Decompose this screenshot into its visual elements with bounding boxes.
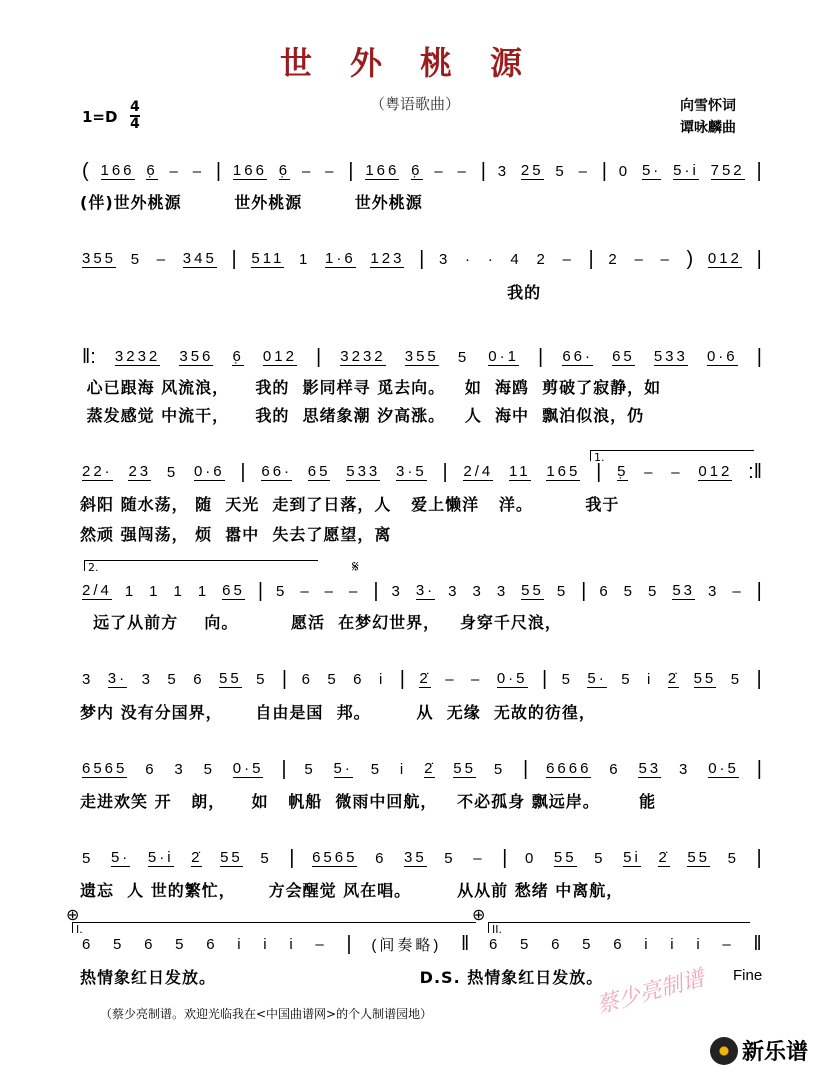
site-logo (710, 1035, 808, 1066)
note-group: 2 (536, 250, 548, 268)
time-top: 4 (130, 99, 140, 115)
note-group: 55 (218, 670, 242, 687)
note-group: 3 (472, 582, 484, 600)
note-group: 5 (276, 582, 288, 600)
note-group: – (315, 935, 327, 953)
note-group: – (325, 162, 337, 180)
note-group: 511 (251, 250, 285, 267)
note-group: 2/4 (82, 582, 112, 599)
note-group: 5· (641, 162, 662, 179)
note-group: 3 (439, 250, 451, 268)
note-group: 1 (299, 250, 311, 268)
notes-row (82, 248, 762, 270)
note-group: 23 (128, 463, 152, 480)
lyrics-line: 我的 (80, 283, 542, 302)
note-group: – (457, 162, 469, 180)
note-group: 0·1 (488, 348, 519, 365)
note-group: 22· (82, 463, 113, 480)
barline: | (215, 159, 222, 182)
note-group: 5 (520, 935, 532, 953)
footer-note: （蔡少亮制谱。欢迎光临我在<中国曲谱网>的个人制谱园地） (100, 1007, 433, 1021)
note-group: 55 (220, 849, 243, 866)
note-group: – (722, 935, 734, 953)
barline: | (373, 579, 379, 602)
time-bottom: 4 (130, 116, 140, 132)
note-group: 6 (144, 935, 156, 953)
note-group: 3·5 (396, 463, 427, 480)
note-group: – (349, 582, 361, 600)
note-group: – (192, 162, 205, 180)
barline: | (756, 846, 762, 869)
note-group: 6 (353, 670, 365, 688)
barline: | (419, 247, 425, 270)
note-group: 3· (415, 582, 436, 599)
note-group: i (263, 935, 270, 953)
barline: | (756, 247, 762, 270)
note-group: 5 (730, 670, 743, 688)
note-group: 35 (404, 849, 427, 866)
barline: | (231, 247, 237, 270)
note-group: – (300, 582, 312, 600)
note-group: i (670, 935, 677, 953)
note-group: – (156, 250, 169, 268)
note-group: 66· (261, 463, 293, 480)
barline: | (588, 247, 594, 270)
lyricist: 向雪怀词 (680, 98, 736, 114)
note-group: – (644, 463, 656, 481)
notes-row (82, 461, 762, 483)
note-group: 5·i (147, 849, 174, 866)
note-group: 65 (222, 582, 245, 599)
note-group: 5 (260, 849, 272, 867)
note-group: 165 (546, 463, 581, 480)
note-group: – (434, 162, 446, 180)
note-group: 5 (130, 250, 143, 268)
note-group: – (578, 162, 590, 180)
note-group: 3 (679, 760, 691, 778)
note-group: 5 (256, 670, 268, 688)
lyrics-line: 走进欢笑 开 朗， 如 帆船 微雨中回航， 不必孤身 飘远岸。 能 (80, 792, 657, 811)
barline: | (257, 579, 264, 602)
barline: :‖ (748, 460, 762, 483)
note-group: 5 (561, 670, 573, 688)
note-group: 5 (370, 760, 383, 778)
barline: | (538, 345, 544, 368)
note-group: 1 (124, 582, 137, 600)
note-group: 5 (304, 760, 316, 778)
note-group: 2 (608, 250, 620, 268)
note-group: 533 (346, 463, 381, 480)
note-group: 2̇ (424, 760, 436, 777)
note-group: 0·6 (193, 463, 225, 480)
coda-icon: ⊕ (472, 905, 486, 924)
note-group: i (399, 760, 407, 778)
note-group: 2̇ (191, 849, 203, 866)
barline: | (596, 460, 602, 483)
lyrics-line: 遗忘 人 世的繁忙， 方会醒觉 风在唱。 从从前 愁绪 中离航， (80, 881, 624, 900)
note-group: 55 (453, 760, 476, 777)
note-group: 0·5 (708, 760, 739, 777)
coda-volta-2: II. (488, 922, 750, 933)
note-group: 6 (82, 935, 94, 953)
note-group: – (324, 582, 337, 600)
note-group: 752 (710, 162, 745, 179)
note-group: 3 (141, 670, 153, 688)
note-group: 55 (553, 849, 577, 866)
note-group: 5 (623, 582, 636, 600)
note-group: 123 (370, 250, 405, 267)
note-group: 5 (555, 162, 567, 180)
notes-row (82, 668, 762, 690)
barline: | (442, 460, 448, 483)
note-group: 6 (375, 849, 387, 867)
note-group: – (634, 250, 646, 268)
note-group: 6 (599, 582, 611, 600)
note-group: 5̣ (617, 463, 629, 480)
lyrics-line: 心已跟海 风流浪， 我的 影同样寻 觅去向。 如 海鸥 剪破了寂静，如 (80, 378, 662, 397)
note-group: 3 (497, 162, 510, 180)
barline: | (281, 757, 287, 780)
note-group: – (169, 162, 181, 180)
note-group: i (378, 670, 386, 688)
barline: | (502, 846, 508, 869)
note-group: 5· (333, 760, 353, 777)
barline: | (523, 757, 529, 780)
barline: | (289, 846, 295, 869)
note-group: 6 (489, 935, 501, 953)
notes-row (82, 758, 762, 780)
lyrics-line: 热情象红日发放。 D.S. 热情象红日发放。 (80, 968, 604, 987)
note-group: 6 (301, 670, 313, 688)
note-group: 65 (612, 348, 635, 365)
note-group: 53 (672, 582, 696, 599)
note-group: 5 (82, 849, 94, 867)
barline: ) (686, 247, 694, 270)
note-group: 2̇ (658, 849, 670, 866)
note-group: 2̇ (667, 670, 680, 687)
note-group: · (465, 250, 474, 268)
barline: | (581, 579, 587, 602)
note-group: 1 (149, 582, 161, 600)
barline: | (281, 667, 288, 690)
note-group: 5 (594, 849, 606, 867)
note-group: 6̣ (146, 162, 158, 179)
note-group: 012 (707, 250, 742, 267)
note-group: 5 (457, 348, 470, 366)
lyrics-line: 远了从前方 向。 愿活 在梦幻世界， 身穿千尺浪， (80, 613, 562, 632)
note-group: 0·5 (232, 760, 264, 777)
note-group: – (671, 463, 683, 481)
note-group: 6 (609, 760, 621, 778)
note-group: 2/4 (463, 463, 494, 480)
note-group: 2̇ (419, 670, 431, 687)
barline: ‖ (753, 932, 762, 955)
note-group: 355 (82, 250, 117, 267)
note-group: i (289, 935, 296, 953)
barline: | (348, 159, 354, 182)
barline: ‖: (82, 345, 96, 368)
note-group: 5 (166, 463, 179, 481)
notes-row (82, 847, 762, 869)
note-group: 3 (496, 582, 509, 600)
note-group: 6̣ (232, 348, 244, 365)
note-group: – (301, 162, 314, 180)
note-group: 3 (708, 582, 720, 600)
note-group: 55 (521, 582, 544, 599)
logo-text: 新乐谱 (742, 1040, 809, 1065)
barline: | (399, 667, 405, 690)
notes-row (82, 346, 762, 368)
volta-1: 1. (590, 450, 754, 461)
note-group: 5 (727, 849, 739, 867)
note-group: i (237, 935, 244, 953)
note-group: – (732, 582, 744, 600)
note-group: 166 (100, 162, 135, 179)
barline: | (756, 667, 762, 690)
note-group: i (647, 670, 654, 688)
credits (680, 95, 736, 139)
note-group: 3 (82, 670, 94, 688)
barline: | (756, 757, 762, 780)
note-group: 6̣ (278, 162, 291, 179)
note-group: 0 (524, 849, 537, 867)
notes-row (82, 933, 762, 955)
notes-row (82, 580, 762, 602)
lyrics-line: 然顽 强闯荡， 烦 嚣中 失去了愿望，离 (80, 525, 392, 544)
note-group: 55 (693, 670, 717, 687)
note-group: – (471, 670, 483, 688)
note-group: 5· (587, 670, 607, 687)
barline: | (541, 667, 548, 690)
barline: | (756, 159, 762, 182)
note-group: 5 (493, 760, 506, 778)
lyrics-line: 蒸发感觉 中流干， 我的 思绪象潮 汐高涨。 人 海中 飘泊似浪，仍 (80, 406, 645, 425)
note-group: 5i (623, 849, 641, 866)
note-group: 5 (556, 582, 569, 600)
barline: ( (82, 159, 89, 182)
note-group: 5·i (673, 162, 699, 179)
note-group: 1·6 (325, 250, 356, 267)
note-group: 533 (653, 348, 688, 365)
note-group: 5 (327, 670, 339, 688)
note-group: 6565 (312, 849, 358, 866)
note-group: 6 (613, 935, 625, 953)
note-group: 166 (365, 162, 400, 179)
barline: | (240, 460, 246, 483)
note-group: 6565 (82, 760, 128, 777)
note-group: i (696, 935, 703, 953)
note-group: 6 (551, 935, 563, 953)
note-group: 5 (648, 582, 660, 600)
note-group: 166 (232, 162, 267, 179)
note-group: 3 (174, 760, 186, 778)
note-group: 5 (113, 935, 125, 953)
note-group: 6 (145, 760, 157, 778)
song-subtitle: （粤语歌曲） (370, 95, 461, 113)
note-group: 3 (448, 582, 460, 600)
note-group: 5· (110, 849, 131, 866)
lyrics-line: (伴)世外桃源 世外桃源 世外桃源 (80, 193, 423, 212)
note-group: · (487, 250, 496, 268)
note-group: 5 (175, 935, 187, 953)
note-group: 356 (179, 348, 214, 365)
barline: ‖ (461, 932, 470, 955)
barline: | (480, 159, 486, 182)
coda-icon: ⊕ (66, 905, 80, 924)
note-group: – (660, 250, 672, 268)
note-group: 53 (638, 760, 662, 777)
note-group: 6666 (546, 760, 592, 777)
song-title: 世外桃源 (279, 44, 560, 82)
note-group: 1 (173, 582, 185, 600)
note-group: 355 (404, 348, 439, 365)
note-group: – (562, 250, 574, 268)
note-group: 55 (687, 849, 711, 866)
note-group: – (445, 670, 457, 688)
note-group: 0 (618, 162, 631, 180)
note-group: 66· (562, 348, 593, 365)
fine-mark: Fine (733, 967, 763, 984)
note-group: 3· (107, 670, 128, 687)
note-group: i (644, 935, 651, 953)
note-group: 3232 (340, 348, 386, 365)
note-group: 5 (167, 670, 179, 688)
note-group: 1 (197, 582, 210, 600)
lyrics-line: 斜阳 随水荡， 随 天光 走到了日落，人 爱上懒洋 洋。 我于 (80, 495, 620, 514)
note-group: 3232 (114, 348, 161, 365)
note-group: 25 (520, 162, 544, 179)
composer: 谭咏麟曲 (680, 120, 736, 136)
note-group: 0·5 (496, 670, 528, 687)
note-group: 5 (203, 760, 215, 778)
note-group: 5 (444, 849, 456, 867)
note-group: 5 (621, 670, 633, 688)
lyrics-line: 梦内 没有分国界， 自由是国 邦。 从 无缘 无故的彷徨， (80, 703, 596, 722)
key-signature: 1=D (82, 108, 118, 126)
volta-2: 2. (84, 560, 318, 571)
note-group: 6 (193, 670, 205, 688)
note-group: – (473, 849, 485, 867)
disc-icon (710, 1037, 738, 1065)
note-group: 0·6 (706, 348, 738, 365)
note-group: 65 (307, 463, 331, 480)
watermark: 蔡少亮制谱 (594, 966, 707, 1019)
note-group: 11 (509, 463, 531, 480)
note-group: 6 (206, 935, 218, 953)
barline: | (316, 345, 322, 368)
coda-volta-1: I. (72, 922, 476, 933)
note-group: 5 (582, 935, 594, 953)
barline: | (756, 579, 762, 602)
barline: | (601, 159, 607, 182)
note-group: 4 (510, 250, 522, 268)
segno-icon: 𝄋 (352, 557, 359, 576)
barline: | (346, 932, 352, 955)
note-group: 012 (698, 463, 733, 480)
note-group: 012 (262, 348, 297, 365)
time-signature (130, 100, 140, 132)
note-group: (间奏略) (371, 936, 442, 954)
note-group: 6̣ (411, 162, 423, 179)
barline: | (756, 345, 762, 368)
note-group: 345 (182, 250, 217, 267)
notes-row (82, 160, 762, 182)
note-group: 3 (391, 582, 403, 600)
